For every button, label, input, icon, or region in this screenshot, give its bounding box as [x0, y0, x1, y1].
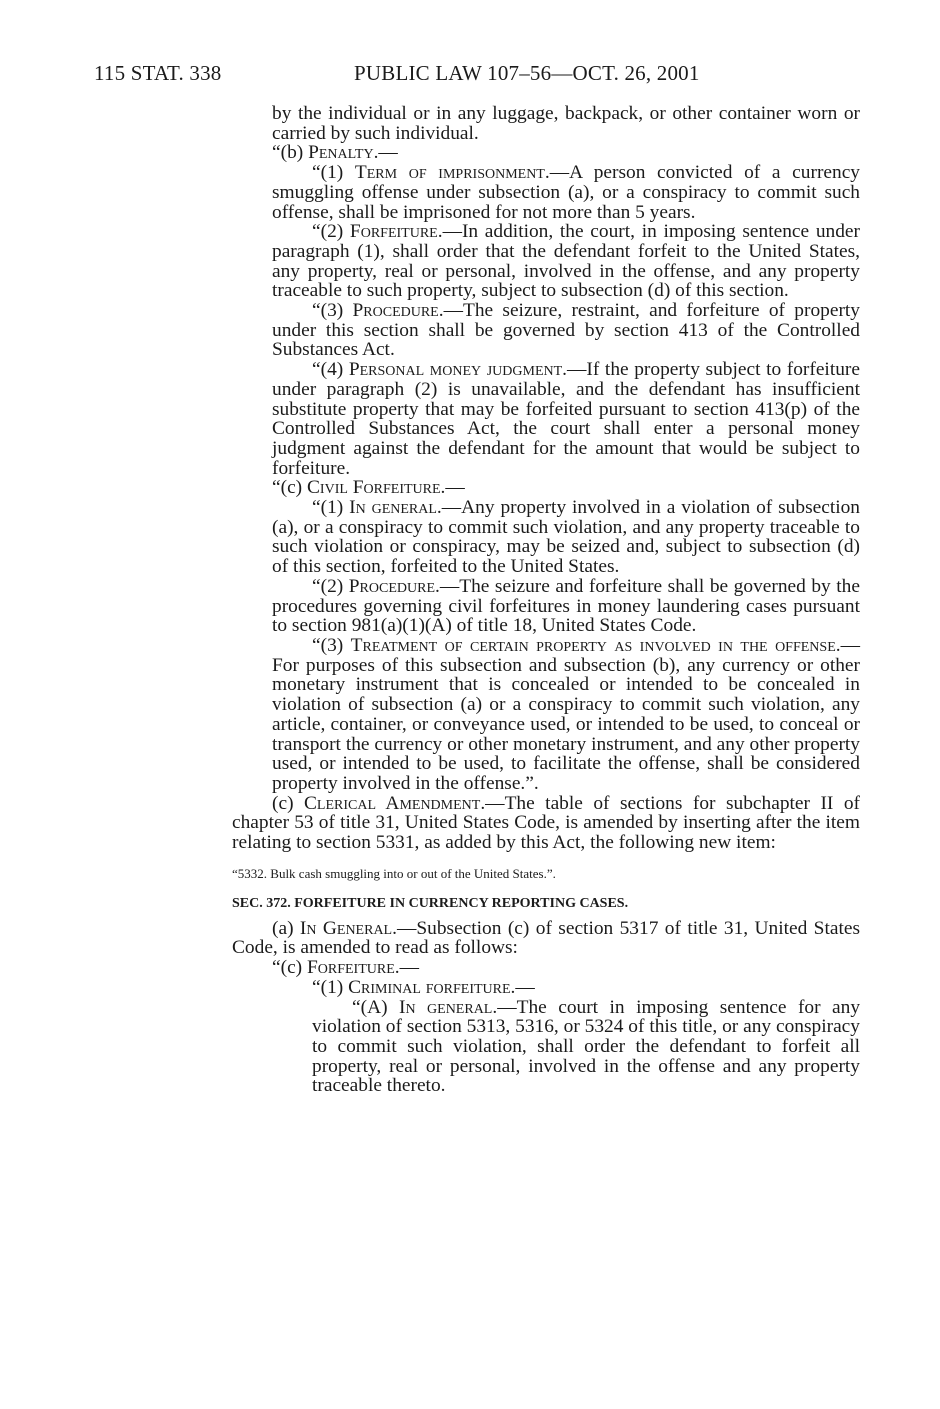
- page-number: 115 STAT. 338: [94, 61, 222, 85]
- subsection-a: (a) In General.—Subsection (c) of section 5317 of title 31, United States Code, is amended to read as follows:: [232, 917, 860, 959]
- paragraph-continuation: by the individual or in any luggage, backpack, or other container worn or carried by such individual.: [272, 103, 860, 144]
- subsection-b-heading: “(b) Penalty.—: [272, 142, 398, 164]
- subparagraph-a: “(A) In general.—The court in imposing sentence for any violation of section 5313, 5316, or 5324 of this title, or any conspiracy to commit such violation, shall order the defendant to forfeit all property, real or personal, involved in the offense and any property traceable thereto.: [312, 996, 861, 1097]
- paragraph-c2: “(2) Procedure.—The seizure and forfeiture shall be governed by the procedures governing civil forfeitures in money laundering cases pursuant to section 981(a)(1)(A) of title 18, United States Code.: [272, 575, 860, 637]
- document-body: [232, 104, 860, 1096]
- clerical-amendment: (c) Clerical Amendment.—The table of sections for subchapter II of chapter 53 of title 31, United States Code, is amended by inserting after the item relating to section 5331, as added by this Act, the following new item:: [232, 792, 860, 854]
- paragraph-c1: “(1) In general.—Any property involved in a violation of subsection (a), or a conspiracy to commit such violation, and any property traceable to such violation or conspiracy, may be seized and, subject to subsection (d) of this section, forfeited to the United States.: [272, 497, 860, 578]
- paragraph-b4: “(4) Personal money judgment.—If the property subject to forfeiture under paragraph (2) is unavailable, and the defendant has insufficient substitute property that may be forfeited pursuant to section 413(p) of the Controlled Substances Act, the court shall enter a personal money judgment against the defendant for the amount that would be subject to forfeiture.: [272, 359, 860, 479]
- running-header: [94, 58, 794, 88]
- section-heading: SEC. 372. FORFEITURE IN CURRENCY REPORTING CASES.: [232, 895, 629, 911]
- paragraph-c3: “(3) Treatment of certain property as involved in the offense.—For purposes of this subsection and subsection (b), any currency or other monetary instrument that is concealed or intended to be concealed in violation of subsection (a) or a conspiracy to commit such violation, any article, container, or conveyance used, or intended to be used, to conceal or transport the currency or other monetary instrument, and any other property used, or intended to be used, to facilitate the offense, shall be considered property involved in the offense.”.: [272, 634, 860, 794]
- forfeiture-heading: “(c) Forfeiture.—: [272, 957, 420, 979]
- paragraph-b1: “(1) Term of imprisonment.—A person convicted of a currency smuggling offense under subsection (a), or a conspiracy to commit such offense, shall be imprisoned for not more than 5 years.: [272, 162, 861, 223]
- paragraph-b3: “(3) Procedure.—The seizure, restraint, and forfeiture of property under this section shall be governed by section 413 of the Controlled Substances Act.: [272, 300, 860, 361]
- paragraph-b2: “(2) Forfeiture.—In addition, the court, in imposing sentence under paragraph (1), shall order that the defendant forfeit to the United States, any property, real or personal, involved in the offense, and any property traceable to such property, subject to subsection (d) of this section.: [272, 221, 860, 302]
- new-table-item: “5332. Bulk cash smuggling into or out of the United States.”.: [232, 865, 556, 881]
- criminal-forfeiture-heading: “(1) Criminal forfeiture.—: [312, 976, 535, 998]
- law-title: PUBLIC LAW 107–56—OCT. 26, 2001: [354, 61, 700, 85]
- subsection-c-heading: “(c) Civil Forfeiture.—: [272, 477, 465, 499]
